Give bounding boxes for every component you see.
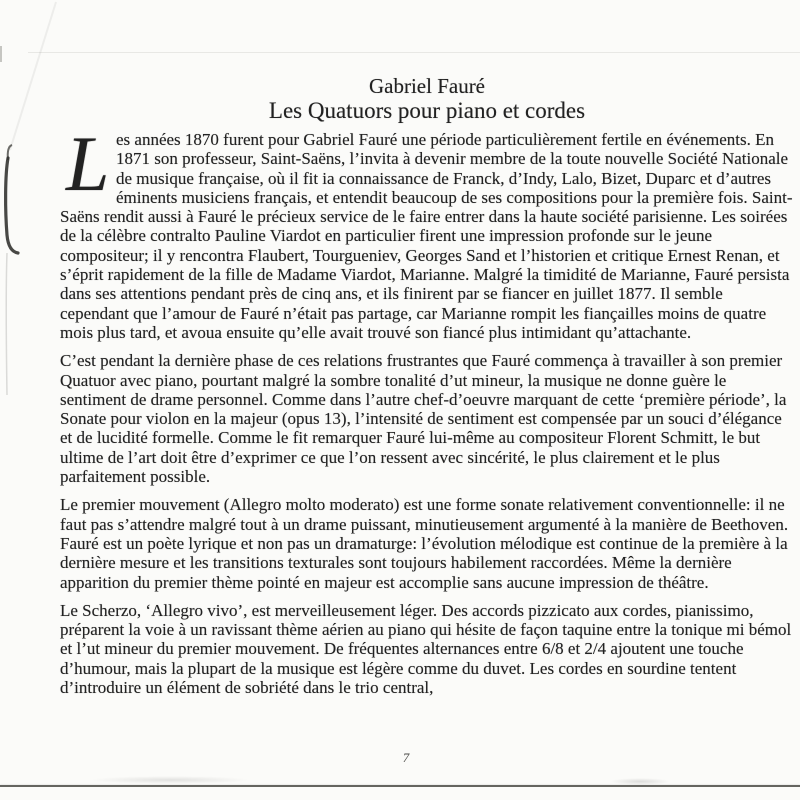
title-block [60, 74, 794, 124]
drop-cap: L [66, 120, 110, 207]
page-edge-shadow [10, 2, 56, 150]
paragraph-1-text: es années 1870 furent pour Gabriel Fauré une période particulièrement fertile en événements. En 1871 son professeur, Saint-Saëns, l’invita à devenir membre de la toute nouvelle Société Nationale de musique française, où il fit ia connaissance de Franck, d’Indy, Lalo, Bizet, Duparc et d’autres éminents musiciens français, et entendit beaucoup de ses compositions pour la première fois. Saint-Saëns rendit aussi à Fauré le précieux service de le faire entrer dans la haute société parisienne. Les soirées de la célèbre contralto Pauline Viardot en particulier firent une impression profonde sur le jeune compositeur; il y rencontra Flaubert, Tourgueniev, Georges Sand et l’historien et critique Ernest Renan, et s’éprit rapidement de la fille de Madame Viardot, Marianne. Malgré la timidité de Marianne, Fauré persista dans ses attentions pendant près de cinq ans, et ils finirent par se fiancer en juillet 1877. Il semble cependant que l’amour de Fauré n’était pas partage, car Marianne rompit les fiançailles moins de quatre mois plus tard, et avoua ensuite qu’elle avait trouvé son fiancé plus intimidant qu’attachante. [60, 130, 793, 342]
page-number: 7 [402, 750, 410, 765]
scan-bottom-edge [0, 785, 800, 787]
paragraph-1 [60, 120, 794, 342]
page-text-block [60, 74, 794, 706]
scan-smudge-right [610, 778, 670, 785]
body-text [60, 120, 794, 698]
paragraph-3: Le premier mouvement (Allegro molto moderato) est une forme sonate relativement conventionnelle: il ne faut pas s’attendre malgré tout à un drame puissant, minutieusement argumenté à la manière de Beethoven. Fauré est un poète lyrique et non pas un dramaturge: l’évolution mélodique est continue de la première à la dernière mesure et les transitions texturales sont toujours habilement raccordées. Même la dernière apparition du premier thème pointé en majeur est accomplie sans aucune impression de théâtre. [60, 495, 789, 592]
page-title: Gabriel Fauré [368, 74, 486, 98]
paragraph-4: Le Scherzo, ‘Allegro vivo’, est merveilleusement léger. Des accords pizzicato aux cordes, pianissimo, préparent la voie à un ravissant thème aérien au piano qui hésite de façon taquine entre la tonique mi bémol et l’ut mineur du premier mouvement. De fréquentes alternances entre 6/8 et 2/4 ajoutent une touche d’humour, mais la plupart de la musique est légère comme du duvet. Les cordes en sourdine tentent d’introduire un élément de sobriété dans le trio central, [60, 600, 792, 698]
scan-smudge-left [90, 776, 250, 784]
paragraph-2: C’est pendant la dernière phase de ces relations frustrantes que Fauré commença à travailler à son premier Quatuor avec piano, pourtant malgré la sombre tonalité d’ut mineur, la musique ne donne guère le sentiment de drame personnel. Comme dans l’autre chef-d’oeuvre marquant de cette ‘première période’, la Sonate pour violon en la majeur (opus 13), l’intensité de sentiment est compensée par un souci d’élégance et de lucidité formelle. Comme le fit remarquer Fauré lui-même au compositeur Florent Schmitt, le but ultime de l’art doit être d’exprimer ce que l’on ressent avec sincérité, le plus clairement et le plus parfaitement possible. [60, 351, 787, 487]
page-subtitle: Les Quatuors pour piano et cordes [268, 98, 586, 123]
scan-top-line [28, 52, 800, 53]
